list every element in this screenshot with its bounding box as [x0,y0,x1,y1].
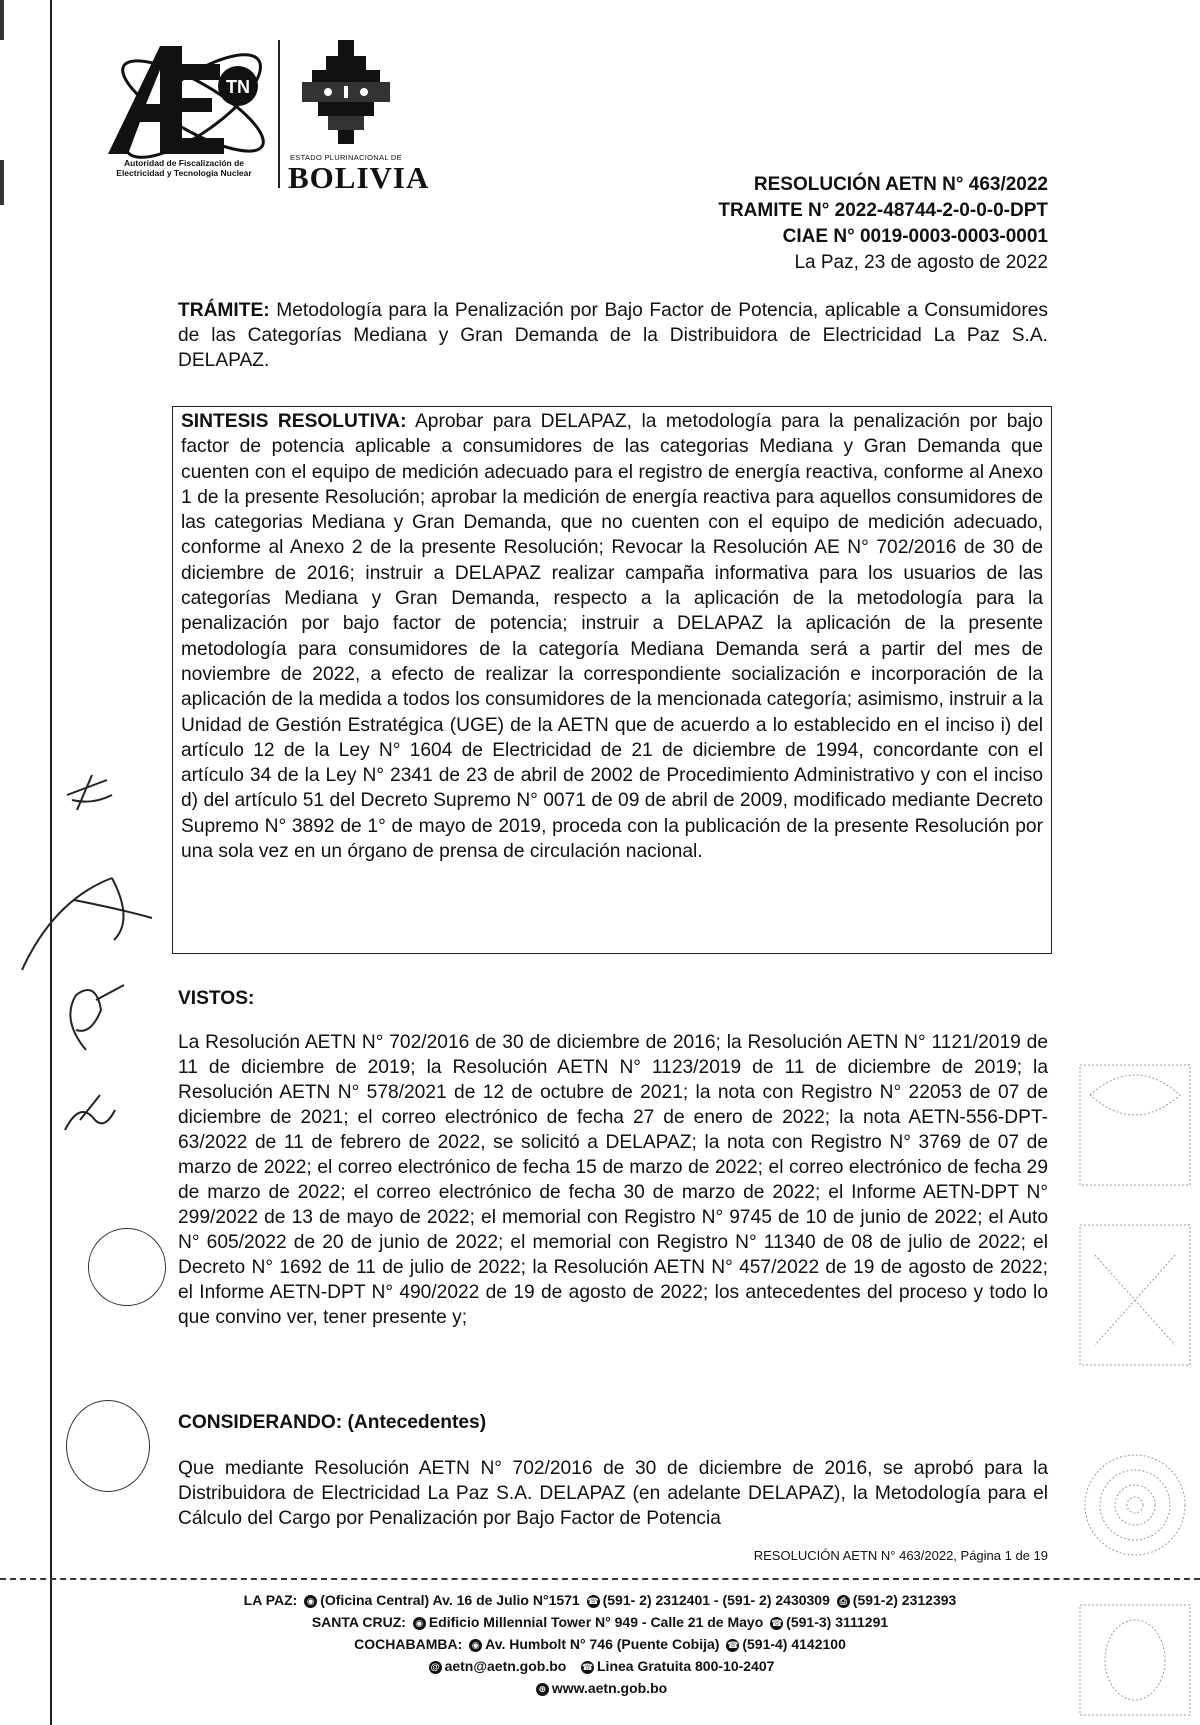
footer-address: Av. Humbolt N° 746 (Puente Cobija) [485,1636,720,1652]
resolution-number: RESOLUCIÓN AETN N° 463/2022 [753,174,1048,195]
vistos-paragraph: La Resolución AETN N° 702/2016 de 30 de diciembre de 2016; la Resolución AETN N° 1121/2019 de 11 de diciembre de 2019; la Resolución AETN N° 1123/2019 de 11 de diciembre de 2019; la Resolución AETN N° 578/2021 de 12 de octubre de 2021; la nota con Registro N° 22053 de 07 de diciembre de 2021; el correo electrónico de fecha 27 de enero de 2022; la nota AETN-556-DPT-63/2022 de 11 de febrero de 2022, se solicitó a DELAPAZ; la nota con Registro N° 3769 de 07 de marzo de 2022; el correo electrónico de fecha 15 de marzo de 2022; el correo electrónico de fecha 29 de marzo de 2022; el correo electrónico de fecha 30 de marzo de 2022; el Informe AETN-DPT N° 299/2022 de 13 de mayo de 2022; el memorial con Registro N° 9745 de 10 de junio de 2022; el Auto N° 605/2022 de 20 de junio de 2022; el memorial con Registro N° 11340 de 08 de julio de 2022; el Decreto N° 1692 de 11 de julio de 2022; la Resolución AETN N° 457/2022 de 19 de agosto de 2022; el Informe AETN-DPT N° 490/2022 de 19 de agosto de 2022; los antecedentes del proceso y todo lo que convino ver, tener presente y; [178,1032,1048,1328]
fax-icon: ⎙ [837,1595,850,1608]
decorative-pattern [1070,1055,1200,1725]
footer-phone: (591-3) 3111291 [786,1614,889,1630]
footer-city: SANTA CRUZ: [311,1614,406,1630]
web-icon: ⊕ [536,1683,549,1696]
margin-tick [0,160,4,205]
bolivia-small-text: ESTADO PLURINACIONAL DE [290,153,402,162]
aetn-logo-subtitle [96,158,272,178]
location-icon: ◉ [413,1617,426,1630]
footer-line-santa-cruz [0,1614,1200,1630]
footer-line-la-paz [0,1592,1200,1608]
sintesis-text: Aprobar para DELAPAZ, la metodología para la penalización por bajo factor de potencia aplicable a consumidores de las categorias Mediana y Gran Demanda que cuenten con el equipo de medición adecuado para el registro de energía reactiva, conforme al Anexo 1 de la presente Resolución; aprobar la medición de energía reactiva para aquellos consumidores de las categorias Mediana y Gran Demanda, que no cuenten con el equipo de medición adecuado, conforme al Anexo 2 de la presente Resolución; Revocar la Resolución AE N° 702/2016 de 30 de diciembre de 2016; instruir a DELAPAZ realizar campaña informativa para los usuarios de las categorías Mediana y Gran Demanda, respecto a la aplicación de la metodología para la penalización por bajo factor de potencia; instruir a DELAPAZ la aplicación de la presente metodología para consumidores de la categoría Mediana Demanda será a partir del mes de noviembre de 2022, a efecto de realizar la correspondiente socialización e incorporación de la aplicación de la medida a todos los consumidores de la mencionada categoría; asimismo, instruir a la Unidad de Gestión Estratégica (UGE) de la AETN que de acuerdo a lo establecido en el inciso i) del artículo 12 de la Ley N° 1604 de Electricidad de 21 de diciembre de 1994, concordante con el artículo 34 de la Ley N° 2341 de 23 de abril de 2002 de Procedimiento Administrativo y con el inciso d) del artículo 51 del Decreto Supremo N° 0071 de 09 de abril de 2009, modificado mediante Decreto Supremo N° 3892 de 1° de mayo de 2019, proceda con la publicación de la presente Resolución por una sola vez en un órgano de prensa de circulación nacional. [181,411,1043,863]
tramite-paragraph [178,298,1048,373]
footer-line-web [0,1680,1200,1696]
tramite-number: TRAMITE N° 2022-48744-2-0-0-0-DPT [718,200,1048,221]
footer-divider [0,1578,1200,1580]
footer-phone: (591-4) 4142100 [742,1636,846,1652]
signature-initial-3 [60,1090,120,1140]
ciae-number: CIAE N° 0019-0003-0003-0001 [782,226,1048,247]
sintesis-box [172,406,1052,954]
aetn-subtitle-line2: Electricidad y Tecnología Nuclear [116,168,252,178]
signature-initial-2 [56,980,126,1060]
email-icon: @ [429,1661,442,1674]
phone-icon: ☎ [727,1639,739,1650]
location-icon: ◉ [304,1595,317,1608]
tramite-text: Metodología para la Penalización por Bajo Factor de Potencia, aplicable a Consumidores de las Categorías Mediana y Gran Demanda de la Distribuidora de Electricidad La Paz S.A. DELAPAZ. [178,300,1048,371]
bolivia-emblem [298,38,398,148]
legal-seal-stamp [66,1400,150,1492]
footer-email[interactable]: aetn@aetn.gob.bo [444,1658,567,1674]
footer-toll-free: Linea Gratuita 800-10-2407 [597,1658,775,1674]
signature-initial-1 [62,770,122,820]
phone-icon: ☎ [771,1617,783,1628]
sintesis-label: SINTESIS RESOLUTIVA: [181,411,407,432]
location-icon: ◉ [469,1639,482,1652]
phone-icon: ☎ [581,1661,594,1672]
aetn-logo-inner-text: TN [226,77,250,97]
signature-main [14,860,154,980]
bolivia-big-text: BOLIVIA [288,160,430,195]
footer-website[interactable]: www.aetn.gob.bo [551,1680,668,1696]
footer-line-contact [0,1658,1200,1674]
footer-address: (Oficina Central) Av. 16 de Julio N°1571 [320,1592,580,1608]
considerando-paragraph: Que mediante Resolución AETN N° 702/2016 de 30 de diciembre de 2016, se aprobó para la Distribuidora de Electricidad La Paz S.A. DELAPAZ (en adelante DELAPAZ), la Metodología para el Cálculo del Cargo por Penalización por Bajo Factor de Potencia [178,1458,1048,1529]
logo-divider [278,40,280,188]
footer-address: Edificio Millennial Tower N° 949 - Calle 21 de Mayo [428,1614,764,1630]
considerando-title: CONSIDERANDO: (Antecedentes) [178,1412,487,1433]
vistos-title: VISTOS: [178,988,255,1009]
footer-city: COCHABAMBA: [354,1636,463,1652]
footer-city: LA PAZ: [243,1592,298,1608]
page-caption: RESOLUCIÓN AETN N° 463/2022, Página 1 de 19 [753,1548,1048,1563]
phone-icon: ☎ [587,1595,599,1606]
footer-fax: (591-2) 2312393 [852,1592,957,1608]
document-date: La Paz, 23 de agosto de 2022 [794,252,1048,273]
margin-tick [0,0,4,40]
aetn-subtitle-line1: Autoridad de Fiscalización de [124,158,244,168]
legal-seal-stamp [88,1228,166,1306]
tramite-label: TRÁMITE: [178,300,270,321]
footer-line-cochabamba [0,1636,1200,1652]
footer-phone: (591- 2) 2312401 - (591- 2) 2430309 [602,1592,830,1608]
